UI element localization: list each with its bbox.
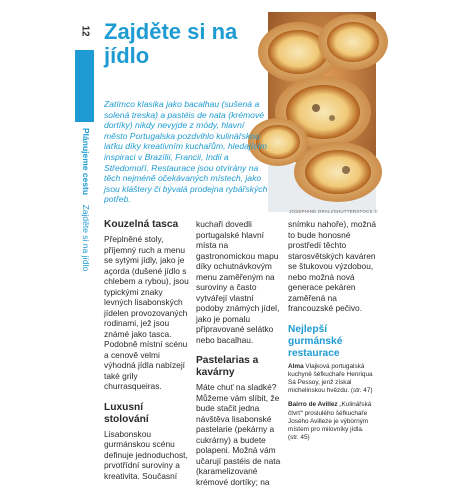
running-header — [77, 128, 92, 408]
intro-line: Středomoří. Restaurace jsou otvírány na — [104, 162, 259, 173]
paragraph-kuchari: kuchaři dovedli portugalské hlavní místa na gastronomickou mapu díky ochutnávkovým menu zaměřeným na suroviny a často vytvářejí vlastní podoby známých jídel, jako je pomalu připravované selátko nebo bacalhau. — [196, 219, 280, 345]
photo-credit: JOSEPHINE.ORALI/SHUTTERSTOCK © — [289, 209, 378, 214]
section-color-bar — [75, 50, 94, 122]
intro-text — [104, 99, 268, 205]
page-number-box — [75, 12, 94, 50]
column-1 — [104, 219, 190, 491]
intro-line: inspiraci v Brazílii, Francii, Indii a — [104, 151, 229, 162]
paragraph-tasca: Přeplněné stoly, příjemný ruch a menu se sytými jídly, jako je açorda (dušené jídlo s chlebem a rybou), jsou typickými znaky levných lisabonských jídelen provozovaných rodinami, jež jsou známé jako tasca. Podobně místní scénu a cenově velmi výhodná jídla nabízejí také grily churrasqueiras. — [104, 234, 189, 391]
running-header-section: Plánujeme cestu — [81, 128, 91, 196]
paragraph-pastelarias: Máte chuť na sladké? Můžeme vám slíbit, že bude stačit jedna návštěva lisabonské pastelarie (pekárny a cukrárny) a budete polapeni. Možná vám učarují pastéis de nata (karamelizované krémové dortíky; na — [196, 382, 281, 487]
intro-line: těch nejméně očekávaných místech, jako — [104, 173, 262, 184]
paragraph-luxusni: Lisabonskou gurmánskou scénu definuje jednoduchost, prvotřídní suroviny a kreativita. Současní — [104, 428, 188, 481]
page-number: 12 — [79, 25, 90, 37]
intro-line: Zatímco klasika jako bacalhau (sušená a — [104, 99, 260, 109]
pasteis-de-nata-photo — [268, 12, 376, 212]
intro-line: solená treska) a pastéis de nata (krémové — [104, 109, 265, 120]
restaurant-bairro — [288, 401, 376, 442]
pastry-illustration — [268, 12, 376, 212]
restaurant-alma — [288, 363, 376, 396]
intro-line: potřeb. — [104, 194, 131, 205]
page-spine — [75, 12, 94, 470]
restaurant-alma-text: Vlajková portugalská kuchyně šéfkuchaře Henriqua Sá Pessoy, jenž získal michelinskou hvězdu. (str. 47) — [288, 362, 373, 395]
column-3 — [288, 219, 376, 448]
heading-luxusni-stolovani: Luxusní stolování — [104, 401, 149, 425]
heading-pastelarias: Pastelarias a kavárny — [196, 355, 259, 378]
intro-line: město Portugalska pozdvihlo kulinářskou — [104, 130, 260, 141]
heading-nejlepsi-restaurace: Nejlepší gurmánské restaurace — [288, 323, 343, 359]
restaurant-alma-name: Alma — [288, 362, 304, 370]
restaurant-bairro-text: „Kulinářská čtvrť“ proslulého šéfkuchaře Josého Avilleze je výborným místem pro milovníky jídla. (str. 45) — [288, 401, 372, 442]
column-2 — [196, 219, 282, 497]
heading-kouzelna-tasca: Kouzelná tasca — [104, 219, 179, 230]
running-header-subsection: Zajděte si na jídlo — [81, 204, 91, 272]
page-title: Zajděte si na jídlo — [104, 19, 238, 68]
restaurant-bairro-name: Bairro de Avillez — [288, 401, 338, 409]
paragraph-snimku: snímku nahoře), možná to bude honosné prostředí těchto starosvětských kaváren se štukovou výzdobou, nebo možná nová generace pekáren zaměřená na francouzské pečivo. — [288, 219, 376, 313]
running-header-separator — [81, 197, 91, 202]
intro-line: dortíky) nikdy nevyjde z módy, hlavní — [104, 120, 245, 131]
intro-line: laťku díky kreativním kuchařům, hledajícím — [104, 141, 268, 152]
intro-line: jsou kláštery či bývalá prodejna rybářských — [104, 183, 268, 194]
